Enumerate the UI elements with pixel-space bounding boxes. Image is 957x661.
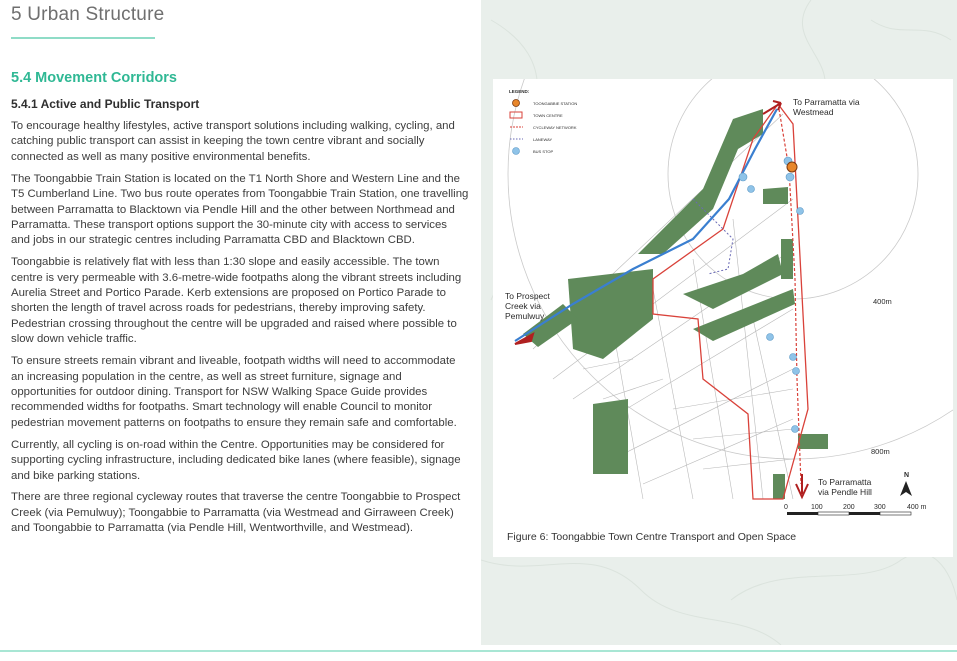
paragraph: Toongabbie is relatively flat with less than 1:30 slope and easily accessible. The town centre is very permeable with 3.6-metre-wide footpaths along the vibrant streets including Aurelia Street and Portico Parade. Kerb extensions are proposed on Portico Parade to shorten the length of travel across roads for pedestrians, thereby improving safety. Pedestrian crossing throughout the centre will be upgraded and raised where possible to slow down vehicle traffic.	[11, 256, 462, 346]
scale-tick: 300	[874, 504, 886, 511]
legend-station-swatch	[513, 100, 520, 107]
label-pendle-line1: To Parramatta	[818, 477, 872, 487]
paragraph: There are three regional cycleway routes that traverse the centre Toongabbie to Prospect Creek (via Pemulwuy); Toongabbie to Parramatta (via Westmead and Girraween Creek) and Toongabbie to Parramatta (via Pendle Hill, Wentworthville, and Westmead).	[11, 491, 461, 535]
legend	[509, 89, 577, 155]
toongabbie-station	[787, 162, 797, 172]
section-title: 5.4 Movement Corridors	[11, 70, 177, 86]
chapter-title: 5 Urban Structure	[11, 4, 165, 25]
paragraph: Currently, all cycling is on-road within the Centre. Opportunities may be considered for supporting cycling infrastructure, including dedicated bike lanes (where feasible), signage and bike parking stations.	[11, 438, 461, 482]
legend-item: LANEWAY	[533, 137, 553, 142]
legend-item: TOONGABBIE STATION	[533, 101, 578, 106]
paragraph: The Toongabbie Train Station is located on the T1 North Shore and Western Line and the T5 Cumberland Line. Two bus route operates from Toongabbie Train Station, one travelling between Parramatta to Blacktown via Pendle Hill and the other between Northmead and Parramatta. These transport options support the 30-minute city with access to services and jobs in our strategic centres including Parramatta CBD and Blacktown CBD.	[11, 172, 469, 247]
transport-map	[493, 79, 953, 557]
label-westmead-line2: Westmead	[793, 107, 834, 117]
scale-tick: 100	[811, 504, 823, 511]
body-text	[11, 119, 469, 543]
label-prospect-line3: Pemulwuy	[505, 311, 545, 321]
scale-tick: 400 m	[907, 504, 927, 511]
scale-tick: 0	[784, 504, 788, 511]
label-westmead-line1: To Parramatta via	[793, 97, 860, 107]
label-prospect-line2: Creek via	[505, 301, 541, 311]
legend-item: TOWN CENTRE	[533, 113, 563, 118]
label-pendle-line2: via Pendle Hill	[818, 487, 872, 497]
direction-arrows	[515, 101, 808, 497]
scale-tick: 200	[843, 504, 855, 511]
subsection-title: 5.4.1 Active and Public Transport	[11, 97, 200, 111]
legend-bus-stop-swatch	[513, 148, 520, 155]
figure-caption: Figure 6: Toongabbie Town Centre Transport and Open Space	[507, 531, 797, 543]
open-space	[523, 109, 828, 499]
north-label: N	[904, 472, 910, 479]
paragraph: To ensure streets remain vibrant and liveable, footpath widths will need to accommodate an increasing population in the centre, as well as street furniture, signage and opportunities for outdoor dining. Transport for NSW Walking Space Guide provides recommended widths for footpaths. Smart technology will enable Council to monitor pedestrian movement patterns on footpaths to ensure they remain safe and comfortable.	[11, 355, 457, 429]
radius-label-800m: 800m	[871, 447, 890, 456]
north-arrow-icon	[900, 472, 912, 496]
footer-rule	[0, 650, 957, 652]
radius-label-400m: 400m	[873, 297, 892, 306]
scale-bar	[784, 504, 927, 515]
map-panel	[493, 79, 953, 557]
legend-item: BUS STOP	[533, 149, 554, 154]
legend-title: LEGEND:	[509, 89, 530, 94]
legend-item: CYCLEWAY NETWORK	[533, 125, 577, 130]
paragraph: To encourage healthy lifestyles, active transport solutions including walking, cycling, and catching public transport can assist in keeping the town centre vibrant and socially connected as well as many positive environmental benefits.	[11, 120, 455, 163]
chapter-rule	[11, 37, 155, 39]
legend-town-centre-swatch	[510, 112, 522, 118]
label-prospect-line1: To Prospect	[505, 291, 550, 301]
